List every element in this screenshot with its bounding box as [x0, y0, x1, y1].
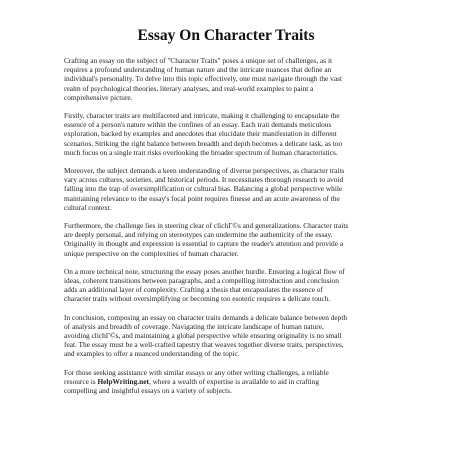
paragraph-line: ideas, coherent transitions between paragraphs, and a compelling introduction and conclusion	[64, 276, 339, 286]
paragraph-line: adds an additional layer of complexity. Crafting a thesis that encapsulates the essence of	[64, 285, 323, 295]
paragraph-line: vary across cultures, societies, and historical periods. It necessitates thorough research to avoid	[64, 175, 344, 185]
paragraph-line: comprehensive picture.	[64, 92, 133, 102]
paragraph-line: falling into the trap of oversimplification or cultural bias. Balancing a global perspective while	[64, 184, 343, 194]
paragraph-line: Crafting an essay on the subject of "Character Traits" poses a unique set of challenges, as it	[64, 56, 333, 65]
helpwriting-link[interactable]: HelpWriting.net	[97, 376, 149, 386]
paragraph-line: avoiding clichГ©s, and maintaining a global perspective while ensuring originality is no small	[64, 331, 342, 341]
paragraph-line: scenarios. Striking the right balance between breadth and depth becomes a delicate task, as too	[64, 138, 343, 148]
paragraph-line: exploration, backed by examples and anecdotes that elucidate their manifestation in different	[64, 129, 337, 139]
paragraph-line: requires a profound understanding of human nature and the intricate nuances that define an	[64, 65, 332, 75]
paragraph-line	[64, 377, 396, 386]
paragraph-line: individual's personality. To delve into this topic effectively, one must navigate through the vast	[64, 74, 342, 84]
paragraph-7	[64, 368, 396, 396]
paragraph-6	[64, 313, 396, 359]
resource-detail-text: , where a wealth of expertise is available to aid in crafting	[148, 376, 319, 386]
paragraph-2	[64, 111, 396, 157]
paragraph-4	[64, 221, 396, 258]
resource-intro-text: resource is	[64, 376, 98, 386]
paragraph-line: are deeply personal, and relying on stereotypes can undermine the authenticity of the essay.	[64, 230, 333, 240]
paragraph-line: Firstly, character traits are multifaceted and intricate, making it challenging to encapsulate the	[64, 111, 340, 121]
paragraph-line: essence of a person's nature within the confines of an essay. Each trait demands meticulous	[64, 120, 332, 130]
document-body	[64, 56, 396, 404]
paragraph-line: realm of psychological theories, literary analyses, and real-world examples to paint a	[64, 83, 314, 93]
paragraph-5	[64, 267, 396, 304]
paragraph-line: cultural context.	[64, 202, 112, 212]
paragraph-line: In conclusion, composing an essay on character traits demands a delicate balance between depth	[64, 312, 348, 322]
paragraph-line: unique perspective on the complexities of human character.	[64, 248, 239, 258]
paragraph-line: For those seeking assistance with similar essays or any other writing challenges, a reliable	[64, 367, 329, 377]
paragraph-line: and examples to offer a nuanced understanding of the topic.	[64, 349, 240, 359]
paragraph-line: On a more technical note, structuring the essay poses another hurdle. Ensuring a logical flow of	[64, 266, 345, 276]
paragraph-line: Furthermore, the challenge lies in steering clear of clichГ©s and generalizations. Character traits	[64, 221, 349, 231]
paragraph-line: Moreover, the subject demands a keen understanding of diverse perspectives, as character traits	[64, 166, 345, 176]
paragraph-line: much focus on a single trait risks overlooking the broader spectrum of human characteristics.	[64, 147, 338, 157]
document-title: Essay On Character Traits	[137, 27, 315, 44]
paragraph-line: of analysis and breadth of coverage. Navigating the intricate landscape of human nature,	[64, 321, 324, 331]
paragraph-line: Originality in thought and expression is essential to capture the reader's attention and provide a	[64, 239, 344, 249]
paragraph-line: compelling and insightful essays on a variety of subjects.	[64, 386, 232, 396]
paragraph-1	[64, 56, 396, 102]
paragraph-line: character traits without oversimplifying or becoming too esoteric requires a delicate touch.	[64, 294, 331, 304]
paragraph-line: feat. The essay must be a well-crafted tapestry that weaves together diverse traits, perspectives,	[64, 340, 344, 350]
paragraph-3	[64, 166, 396, 212]
paragraph-line: maintaining relevance to the essay's focal point requires finesse and an acute awareness of the	[64, 193, 340, 203]
